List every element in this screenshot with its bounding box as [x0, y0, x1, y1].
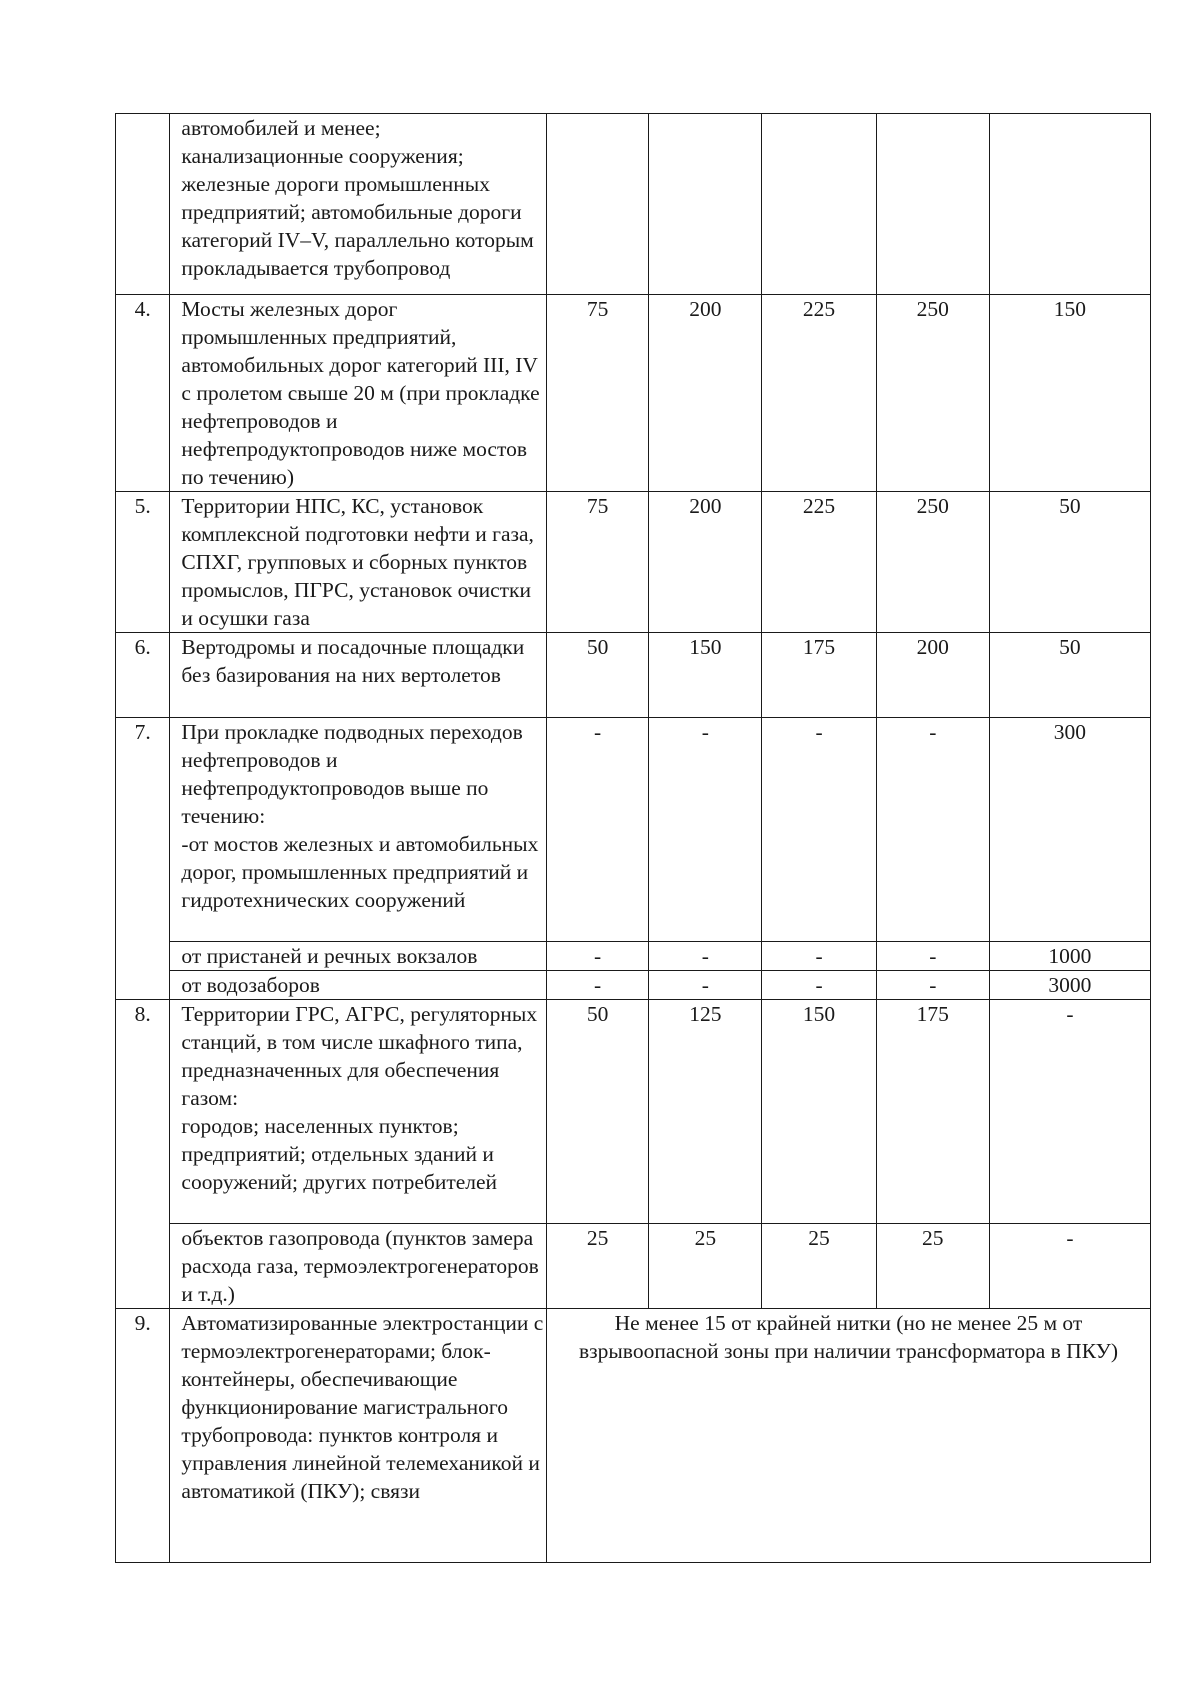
- distance-value: -: [762, 718, 876, 942]
- distance-value: 50: [546, 633, 648, 718]
- distance-value: 300: [989, 718, 1150, 942]
- distance-value: [546, 114, 648, 295]
- distance-value: -: [876, 718, 989, 942]
- distance-value: 125: [649, 1000, 762, 1224]
- distance-value: 75: [546, 492, 648, 633]
- distance-value: 25: [762, 1224, 876, 1309]
- row-number: 9.: [116, 1309, 170, 1563]
- distance-value: [989, 114, 1150, 295]
- row-number: 4.: [116, 295, 170, 492]
- distance-value: 225: [762, 295, 876, 492]
- table-row: [116, 971, 1151, 1000]
- distance-value: -: [649, 971, 762, 1000]
- row-number: 8.: [116, 1000, 170, 1309]
- distance-value: 3000: [989, 971, 1150, 1000]
- distance-value: 75: [546, 295, 648, 492]
- table-row: [116, 1000, 1151, 1224]
- distance-value: 250: [876, 492, 989, 633]
- distance-value: [762, 114, 876, 295]
- object-description: При прокладке подводных переходов нефтепроводов и нефтепродуктопроводов выше по течению: -от мостов железных и автомобильных дорог, промышленных предприятий и гидротехнических сооружений: [170, 718, 547, 942]
- distance-value: -: [762, 942, 876, 971]
- row-number: 5.: [116, 492, 170, 633]
- distance-value: -: [546, 718, 648, 942]
- distance-value: 25: [876, 1224, 989, 1309]
- table-row: [116, 492, 1151, 633]
- distance-value: 250: [876, 295, 989, 492]
- distance-value: -: [989, 1224, 1150, 1309]
- distance-value: -: [649, 718, 762, 942]
- table-row: [116, 295, 1151, 492]
- distance-value: -: [546, 971, 648, 1000]
- table-row: [116, 1309, 1151, 1563]
- distance-value: 25: [546, 1224, 648, 1309]
- distance-value: -: [876, 971, 989, 1000]
- distance-value: 175: [762, 633, 876, 718]
- row-number: 7.: [116, 718, 170, 1000]
- distance-value: 50: [546, 1000, 648, 1224]
- distance-value: -: [762, 971, 876, 1000]
- distance-value: 200: [649, 492, 762, 633]
- distance-value: 25: [649, 1224, 762, 1309]
- object-description: от пристаней и речных вокзалов: [170, 942, 547, 971]
- object-description: Автоматизированные электростанции с термоэлектрогенераторами; блок-контейнеры, обеспечивающие функционирование магистрального трубопровода: пунктов контроля и управления линейной телемеханикой и автоматикой (ПКУ); связи: [170, 1309, 547, 1563]
- distance-value: -: [546, 942, 648, 971]
- table-row: [116, 718, 1151, 942]
- distance-value: 150: [989, 295, 1150, 492]
- object-description: Вертодромы и посадочные площадки без базирования на них вертолетов: [170, 633, 547, 718]
- distance-value: 225: [762, 492, 876, 633]
- distance-value: 1000: [989, 942, 1150, 971]
- distance-value: 150: [649, 633, 762, 718]
- object-description: автомобилей и менее; канализационные сооружения; железные дороги промышленных предприятий; автомобильные дороги категорий IV–V, параллельно которым прокладывается трубопровод: [170, 114, 547, 295]
- distance-value: 200: [649, 295, 762, 492]
- row-number: 6.: [116, 633, 170, 718]
- distance-value: 150: [762, 1000, 876, 1224]
- distance-table: [115, 113, 1151, 1563]
- object-description: Территории НПС, КС, установок комплексной подготовки нефти и газа, СПХГ, групповых и сборных пунктов промыслов, ПГРС, установок очистки и осушки газа: [170, 492, 547, 633]
- distance-value: [649, 114, 762, 295]
- table-row: [116, 633, 1151, 718]
- table-row: [116, 942, 1151, 971]
- object-description: Территории ГРС, АГРС, регуляторных станций, в том числе шкафного типа, предназначенных для обеспечения газом: городов; населенных пунктов; предприятий; отдельных зданий и сооружений; других потребителей: [170, 1000, 547, 1224]
- object-description: объектов газопровода (пунктов замера расхода газа, термоэлектрогенераторов и т.д.): [170, 1224, 547, 1309]
- object-description: от водозаборов: [170, 971, 547, 1000]
- distance-value: -: [989, 1000, 1150, 1224]
- table-row: [116, 114, 1151, 295]
- distance-value: 175: [876, 1000, 989, 1224]
- distance-value: 50: [989, 492, 1150, 633]
- distance-value: 50: [989, 633, 1150, 718]
- table-row: [116, 1224, 1151, 1309]
- distance-value: [876, 114, 989, 295]
- distance-value: -: [876, 942, 989, 971]
- object-description: Мосты железных дорог промышленных предприятий, автомобильных дорог категорий III, IV с пролетом свыше 20 м (при прокладке нефтепроводов и нефтепродуктопроводов ниже мостов по течению): [170, 295, 547, 492]
- distance-value: -: [649, 942, 762, 971]
- row-number: [116, 114, 170, 295]
- merged-distance-note: Не менее 15 от крайней нитки (но не менее 25 м от взрывоопасной зоны при наличии трансформатора в ПКУ): [546, 1309, 1150, 1563]
- distance-value: 200: [876, 633, 989, 718]
